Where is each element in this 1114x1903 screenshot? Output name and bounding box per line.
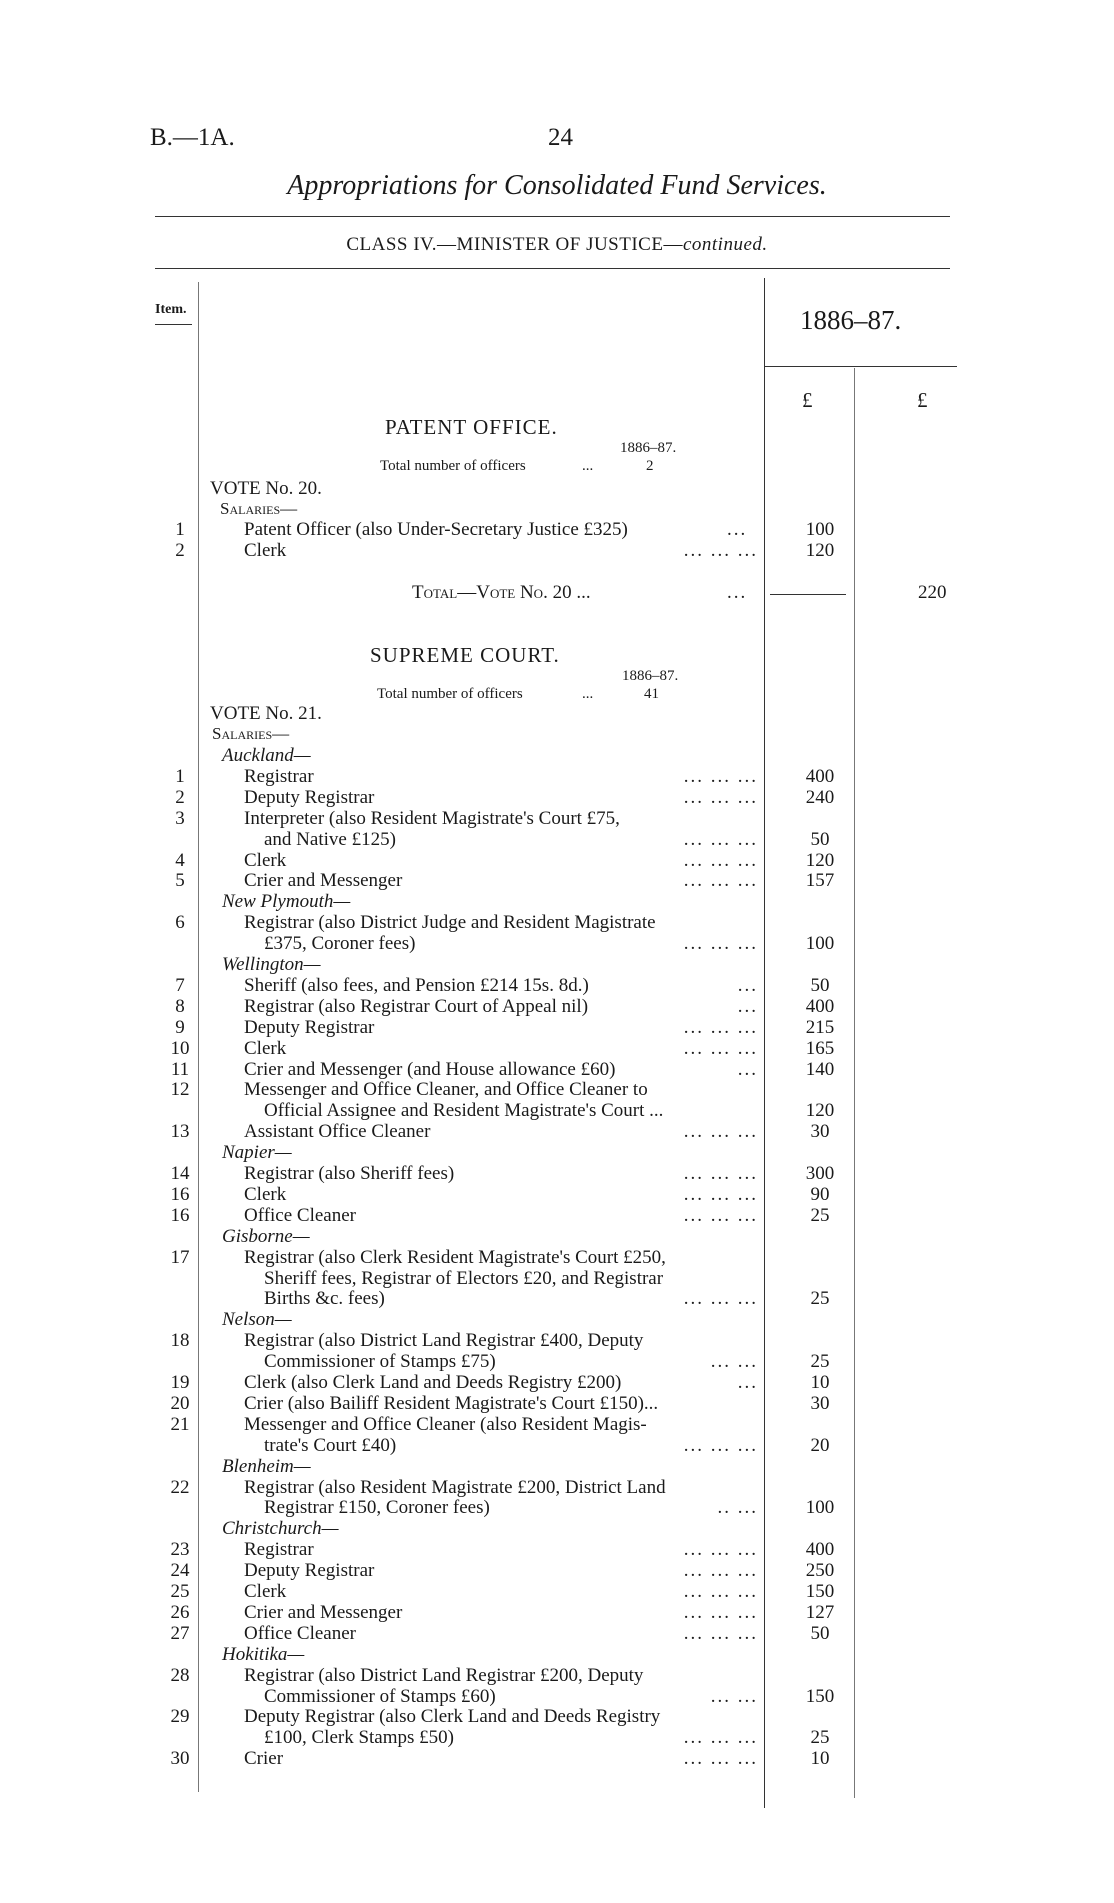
row-amount: 50 [810,1623,830,1644]
district-name: Wellington— [222,954,321,975]
row-text: Patent Officer (also Under-Secretary Justice £325) [244,519,628,540]
row-amount: 100 [805,519,835,540]
row-text: Commissioner of Stamps £60) [264,1686,496,1707]
item-number: 19 [170,1372,190,1393]
item-number: 6 [175,912,185,933]
item-number: 2 [175,540,185,561]
patent-year: 1886–87. [620,440,677,456]
leader-dots: ... ... ... [683,1539,758,1560]
leader-dots: ... ... [710,1351,758,1372]
row-text: Sheriff fees, Registrar of Electors £20, and Registrar [264,1268,664,1289]
row-amount: 20 [810,1435,830,1456]
row-text: Deputy Registrar [244,787,375,808]
row-amount: 150 [805,1686,835,1707]
district-name: Gisborne— [222,1226,310,1247]
pound-sign-totals: £ [917,388,928,412]
leader-dots: ... ... ... [683,787,758,808]
item-number: 22 [170,1477,190,1498]
item-number: 16 [170,1184,190,1205]
leader-dots: ... ... ... [683,1560,758,1581]
leader-dots: ... ... [710,1686,758,1707]
row-amount: 240 [805,787,835,808]
row-text: Registrar (also District Judge and Resident Magistrate [244,912,656,933]
leader-dots: ... ... ... [683,1435,758,1456]
row-text: Office Cleaner [244,1205,357,1226]
district-name: Nelson— [222,1309,292,1330]
row-amount: 90 [810,1184,830,1205]
item-header-underline [155,324,192,325]
row-amount: 250 [805,1560,835,1581]
row-text: £375, Coroner fees) [264,933,416,954]
item-number: 10 [170,1038,190,1059]
leader-dots: ... ... ... [683,766,758,787]
row-amount: 25 [810,1727,830,1748]
item-number: 29 [170,1706,190,1727]
item-number: 12 [170,1079,190,1100]
supreme-year: 1886–87. [622,668,679,684]
page-title: Appropriations for Consolidated Fund Services. [287,170,827,201]
item-number: 18 [170,1330,190,1351]
supreme-salaries-label: Salaries— [212,724,290,743]
leader-dots: ... ... ... [683,1581,758,1602]
leader-dots: ... ... ... [683,1184,758,1205]
row-amount: 25 [810,1205,830,1226]
item-number: 9 [175,1017,185,1038]
row-text: Interpreter (also Resident Magistrate's Court £75, [244,808,620,829]
row-amount: 120 [805,1100,835,1121]
row-text: Official Assignee and Resident Magistrate's Court ... [264,1100,664,1121]
row-text: Crier [244,1748,284,1769]
row-amount: 30 [810,1121,830,1142]
vote-20-total-label: Total—Vote No. 20 ... [412,582,591,603]
year-column-header: 1886–87. [800,305,902,335]
row-text: Registrar (also District Land Registrar £400, Deputy [244,1330,644,1351]
leader-dots: ... ... ... [683,1288,758,1309]
row-text: £100, Clerk Stamps £50) [264,1727,454,1748]
leader-dots: ... ... ... [683,1038,758,1059]
row-amount: 50 [810,829,830,850]
leader-dots: ... [737,996,758,1017]
vote-20-total: 220 [918,582,947,603]
row-text: Messenger and Office Cleaner, and Office Cleaner to [244,1079,648,1100]
row-text: Clerk [244,850,287,871]
supreme-officers-count: 41 [644,686,659,702]
row-text: Registrar £150, Coroner fees) [264,1497,490,1518]
leader-dots: ... [737,1372,758,1393]
row-amount: 140 [805,1059,835,1080]
supreme-court-heading: SUPREME COURT. [370,643,560,667]
item-number: 30 [170,1748,190,1769]
row-text: Office Cleaner [244,1623,357,1644]
district-name: Napier— [222,1142,292,1163]
leader-dots: ... ... ... [683,870,758,891]
item-number: 20 [170,1393,190,1414]
item-number: 1 [175,519,185,540]
patent-officers-label: Total number of officers [380,458,526,474]
leader-dots: ... ... ... [683,1727,758,1748]
leader-dots: ... ... ... [683,1017,758,1038]
district-name: Hokitika— [222,1644,305,1665]
item-number: 7 [175,975,185,996]
row-amount: 120 [805,850,835,871]
item-number: 24 [170,1560,190,1581]
district-name: Christchurch— [222,1518,339,1539]
row-amount: 127 [805,1602,835,1623]
leader-dots: ... ... ... [683,829,758,850]
district-name: Blenheim— [222,1456,311,1477]
item-number: 3 [175,808,185,829]
total-rule [770,594,846,595]
row-text: Registrar [244,766,314,787]
leader-dots: ... ... ... [683,1121,758,1142]
item-number: 8 [175,996,185,1017]
row-text: Registrar (also Sheriff fees) [244,1163,455,1184]
row-text: Registrar (also Registrar Court of Appeal nil) [244,996,589,1017]
row-amount: 30 [810,1393,830,1414]
leader-dots: ... ... ... [683,1205,758,1226]
row-text: Crier and Messenger (and House allowance £60) [244,1059,616,1080]
leader-dots: ... ... ... [683,1163,758,1184]
item-number: 17 [170,1247,190,1268]
pound-sign-items: £ [802,388,813,412]
item-number: 4 [175,850,185,871]
item-number: 27 [170,1623,190,1644]
leader-dots: ... ... ... [683,850,758,871]
row-amount: 165 [805,1038,835,1059]
row-text: Deputy Registrar [244,1017,375,1038]
item-number: 1 [175,766,185,787]
item-number: 5 [175,870,185,891]
row-text: Sheriff (also fees, and Pension £214 15s. 8d.) [244,975,589,996]
row-text: Crier and Messenger [244,1602,403,1623]
title-rule [155,216,950,217]
row-dots: ... ... ... [683,540,758,561]
supreme-officers-dots: ... [582,686,594,702]
row-amount: 150 [805,1581,835,1602]
amount-column-divider [764,278,765,1808]
row-text: Deputy Registrar [244,1560,375,1581]
item-number: 16 [170,1205,190,1226]
vote-20-total-dots: ... [727,582,748,603]
leader-dots: .. ... [717,1497,758,1518]
item-column-header: Item. [155,302,187,317]
row-text: Deputy Registrar (also Clerk Land and Deeds Registry [244,1706,661,1727]
item-number: 28 [170,1665,190,1686]
leader-dots: ... ... ... [683,933,758,954]
item-number: 21 [170,1414,190,1435]
district-name: New Plymouth— [222,891,351,912]
row-amount: 215 [805,1017,835,1038]
leader-dots: ... [737,1059,758,1080]
year-header-underline [765,366,957,367]
row-amount: 50 [810,975,830,996]
row-amount: 300 [805,1163,835,1184]
item-number: 2 [175,787,185,808]
row-text: Clerk (also Clerk Land and Deeds Registry £200) [244,1372,622,1393]
patent-salaries-label: Salaries— [220,499,298,518]
item-number: 14 [170,1163,190,1184]
row-text: Clerk [244,1581,287,1602]
document-reference: B.—1A. [150,124,235,151]
row-text: and Native £125) [264,829,396,850]
item-number: 25 [170,1581,190,1602]
row-amount: 25 [810,1351,830,1372]
leader-dots: ... ... ... [683,1623,758,1644]
row-text: Registrar [244,1539,314,1560]
district-name: Auckland— [222,745,311,766]
row-text: Crier (also Bailiff Resident Magistrate's Court £150)... [244,1393,659,1414]
row-text: Clerk [244,540,287,561]
row-amount: 100 [805,1497,835,1518]
leader-dots: ... ... ... [683,1602,758,1623]
row-amount: 400 [805,766,835,787]
patent-officers-dots: ... [582,458,594,474]
row-text: Clerk [244,1184,287,1205]
row-amount: 25 [810,1288,830,1309]
row-text: Clerk [244,1038,287,1059]
vote-21-label: VOTE No. 21. [210,703,322,724]
row-text: Registrar (also Resident Magistrate £200, District Land [244,1477,666,1498]
row-amount: 157 [805,870,835,891]
item-number: 26 [170,1602,190,1623]
item-number: 13 [170,1121,190,1142]
patent-office-heading: PATENT OFFICE. [385,415,558,439]
row-dots: ... [727,519,748,540]
row-text: Commissioner of Stamps £75) [264,1351,496,1372]
row-text: Crier and Messenger [244,870,403,891]
class-heading: CLASS IV.—MINISTER OF JUSTICE—continued. [346,234,768,255]
row-text: trate's Court £40) [264,1435,397,1456]
vote-20-label: VOTE No. 20. [210,478,322,499]
row-amount: 120 [805,540,835,561]
leader-dots: ... [737,975,758,996]
row-amount: 10 [810,1748,830,1769]
row-amount: 400 [805,1539,835,1560]
row-text: Registrar (also Clerk Resident Magistrate's Court £250, [244,1247,666,1268]
leader-dots: ... ... ... [683,1748,758,1769]
item-number: 23 [170,1539,190,1560]
table-top-rule [155,268,950,269]
row-text: Registrar (also District Land Registrar £200, Deputy [244,1665,644,1686]
row-text: Messenger and Office Cleaner (also Resident Magis- [244,1414,647,1435]
patent-officers-count: 2 [646,458,654,474]
row-amount: 100 [805,933,835,954]
supreme-officers-label: Total number of officers [377,686,523,702]
row-text: Assistant Office Cleaner [244,1121,431,1142]
row-text: Births &c. fees) [264,1288,385,1309]
item-number: 11 [170,1059,190,1080]
row-amount: 10 [810,1372,830,1393]
row-amount: 400 [805,996,835,1017]
page-number: 24 [548,124,573,151]
